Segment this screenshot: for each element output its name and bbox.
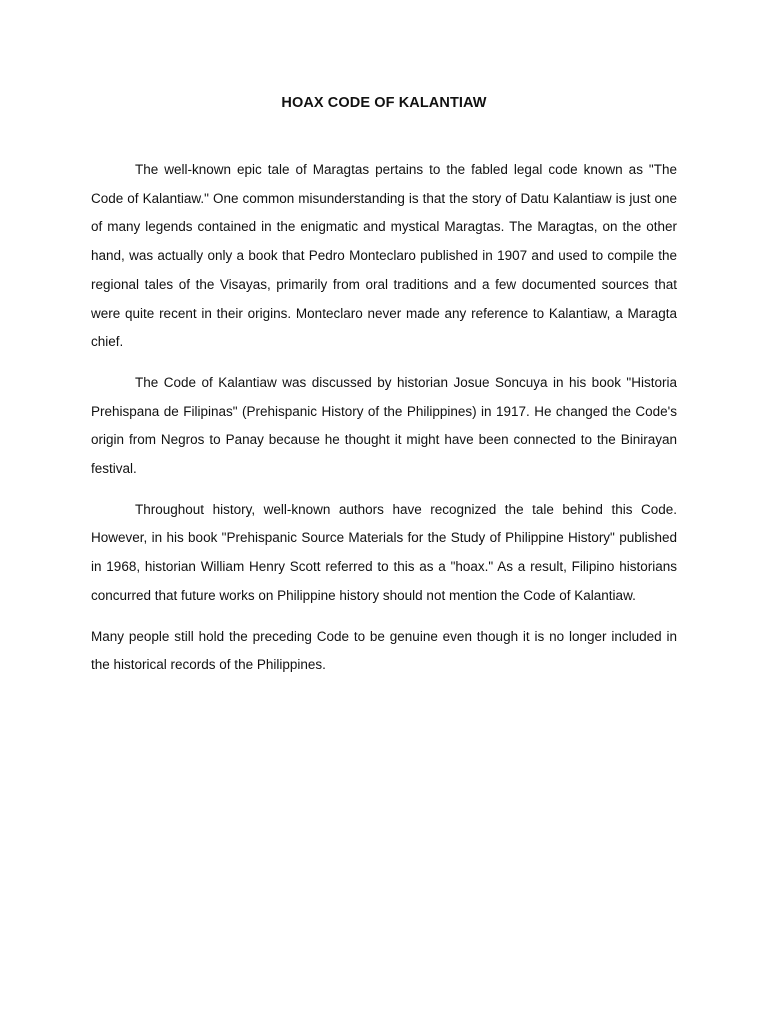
document-body [91, 156, 677, 692]
document-title: HOAX CODE OF KALANTIAW [281, 95, 487, 111]
paragraph-2: The Code of Kalantiaw was discussed by historian Josue Soncuya in his book "Historia Prehispana de Filipinas" (Prehispanic History of the Philippines) in 1917. He changed the Code's origin from Negros to Panay because he thought it might have been connected to the Binirayan festival. [91, 374, 677, 477]
paragraph-3: Throughout history, well-known authors have recognized the tale behind this Code. However, in his book "Prehispanic Source Materials for the Study of Philippine History" published in 1968, historian William Henry Scott referred to this as a "hoax." As a result, Filipino historians concurred that future works on Philippine history should not mention the Code of Kalantiaw. [91, 501, 677, 603]
paragraph-4: Many people still hold the preceding Code to be genuine even though it is no longer included in the historical records of the Philippines. [91, 628, 677, 673]
paragraph-1: The well-known epic tale of Maragtas pertains to the fabled legal code known as "The Code of Kalantiaw." One common misunderstanding is that the story of Datu Kalantiaw is just one of many legends contained in the enigmatic and mystical Maragtas. The Maragtas, on the other hand, was actually only a book that Pedro Monteclaro published in 1907 and used to compile the regional tales of the Visayas, primarily from oral traditions and a few documented sources that were quite recent in their origins. Monteclaro never made any reference to Kalantiaw, a Maragta chief. [91, 162, 677, 350]
